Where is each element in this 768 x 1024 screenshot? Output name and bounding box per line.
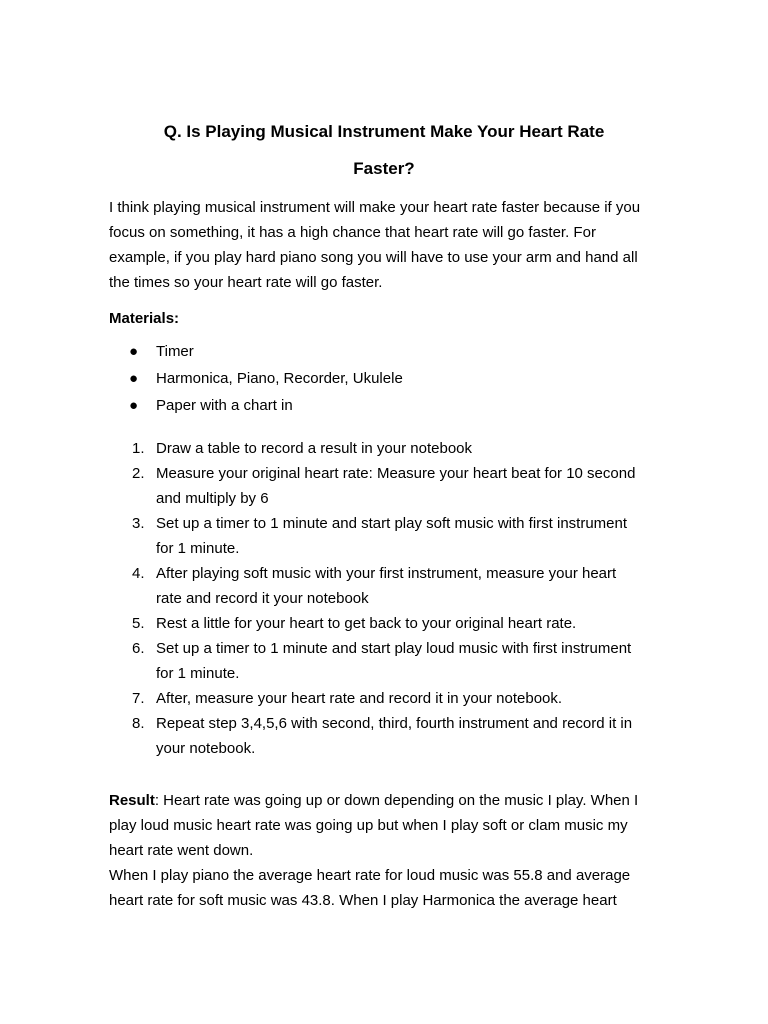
intro-line: focus on something, it has a high chance that heart rate will go faster. For: [109, 224, 596, 241]
materials-item-label: Paper with a chart in: [156, 397, 293, 414]
procedure-step: [0, 611, 768, 636]
step-number: 6.: [132, 640, 145, 657]
document-title-line-1: Q. Is Playing Musical Instrument Make Your Heart Rate: [163, 122, 605, 141]
procedure-step: [0, 461, 768, 511]
materials-list-item: [0, 368, 768, 395]
step-line: Repeat step 3,4,5,6 with second, third, fourth instrument and record it in: [156, 715, 633, 732]
step-line: After playing soft music with your first instrument, measure your heart: [156, 565, 617, 582]
step-line: for 1 minute.: [156, 540, 240, 557]
step-number: 3.: [132, 515, 145, 532]
result-line: : Heart rate was going up or down depending on the music I play. When I: [154, 792, 639, 809]
materials-item-label: Timer: [156, 343, 194, 360]
procedure-step: [0, 511, 768, 561]
bullet-icon: ●: [129, 397, 139, 414]
step-text: After, measure your heart rate and record it in your notebook.: [156, 690, 563, 707]
intro-line: I think playing musical instrument will make your heart rate faster because if you: [109, 199, 641, 216]
result-label: Result: [109, 792, 155, 809]
step-text: [156, 711, 656, 761]
bullet-icon: ●: [129, 370, 139, 387]
materials-heading: Materials:: [109, 310, 180, 327]
result-line: heart rate went down.: [109, 842, 254, 859]
materials-item-label: Harmonica, Piano, Recorder, Ukulele: [156, 370, 403, 387]
procedure-step: [0, 686, 768, 711]
result-line: heart rate for soft music was 43.8. When I play Harmonica the average heart: [109, 892, 617, 909]
step-line: Set up a timer to 1 minute and start play loud music with first instrument: [156, 640, 632, 657]
step-number: 2.: [132, 465, 145, 482]
bullet-icon: ●: [129, 343, 139, 360]
step-text: Draw a table to record a result in your notebook: [156, 440, 473, 457]
step-text: [156, 636, 656, 686]
materials-list-item: [0, 395, 768, 422]
step-number: 5.: [132, 615, 145, 632]
document-title-line-2: Faster?: [353, 159, 415, 178]
intro-line: the times so your heart rate will go faster.: [109, 274, 383, 291]
step-text: [156, 461, 656, 511]
step-text: [156, 511, 656, 561]
step-number: 7.: [132, 690, 145, 707]
procedure-step: [0, 561, 768, 611]
procedure-step: [0, 711, 768, 761]
result-line: When I play piano the average heart rate for loud music was 55.8 and average: [109, 867, 631, 884]
step-number: 8.: [132, 715, 145, 732]
materials-list: [0, 341, 768, 422]
step-line: your notebook.: [156, 740, 256, 757]
result-line: play loud music heart rate was going up but when I play soft or clam music my: [109, 817, 628, 834]
procedure-step: [0, 636, 768, 686]
step-number: 4.: [132, 565, 145, 582]
materials-list-item: [0, 341, 768, 368]
step-line: rate and record it your notebook: [156, 590, 369, 607]
procedure-steps: [0, 436, 768, 761]
step-text: Rest a little for your heart to get back to your original heart rate.: [156, 615, 577, 632]
step-line: for 1 minute.: [156, 665, 240, 682]
step-line: Measure your original heart rate: Measure your heart beat for 10 second: [156, 465, 636, 482]
step-text: [156, 561, 656, 611]
intro-paragraph: [109, 195, 669, 295]
intro-line: example, if you play hard piano song you will have to use your arm and hand all: [109, 249, 638, 266]
procedure-step: [0, 436, 768, 461]
result-paragraph: [109, 788, 669, 913]
step-number: 1.: [132, 440, 145, 457]
step-line: Set up a timer to 1 minute and start play soft music with first instrument: [156, 515, 628, 532]
step-line: and multiply by 6: [156, 490, 269, 507]
